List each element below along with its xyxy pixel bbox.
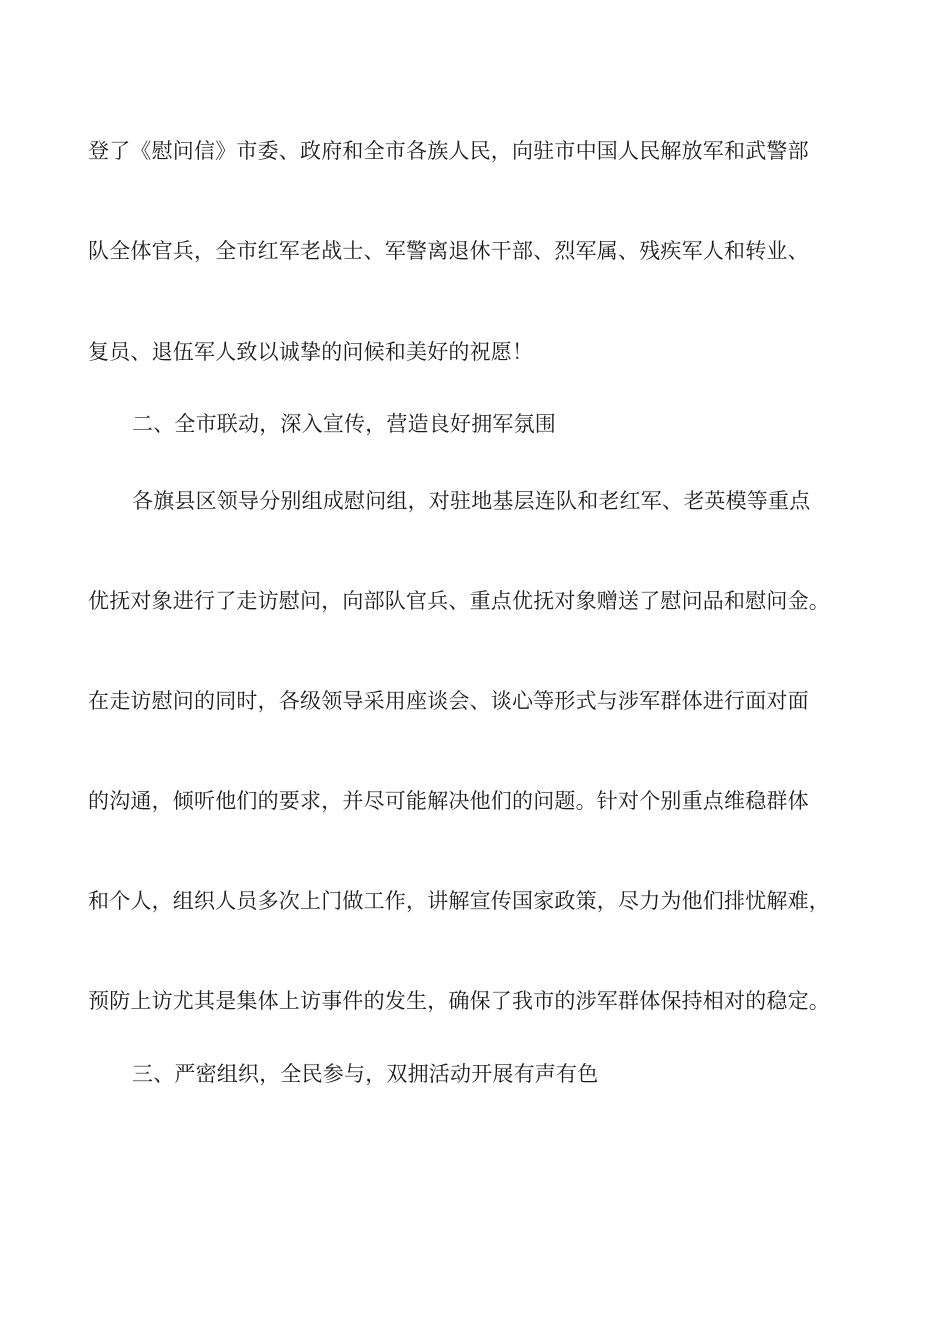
paragraph-line-7: 在走访慰问的同时，各级领导采用座谈会、谈心等形式与涉军群体进行面对面 [88, 689, 809, 713]
section-heading-2: 二、全市联动，深入宣传，营造良好拥军氛围 [132, 412, 556, 436]
section-heading-3: 三、严密组织，全民参与，双拥活动开展有声有色 [132, 1062, 599, 1086]
paragraph-line-9: 和个人，组织人员多次上门做工作，讲解宣传国家政策，尽力为他们排忧解难， [88, 889, 830, 913]
paragraph-line-5: 各旗县区领导分别组成慰问组，对驻地基层连队和老红军、老英模等重点 [132, 489, 811, 513]
paragraph-line-8: 的沟通，倾听他们的要求，并尽可能解决他们的问题。针对个别重点维稳群体 [88, 789, 809, 813]
paragraph-line-2: 队全体官兵，全市红军老战士、军警离退休干部、烈军属、残疾军人和转业、 [88, 239, 809, 263]
paragraph-line-10: 预防上访尤其是集体上访事件的发生，确保了我市的涉军群体保持相对的稳定。 [88, 989, 830, 1013]
paragraph-line-1: 登了《慰问信》市委、政府和全市各族人民，向驻市中国人民解放军和武警部 [88, 139, 809, 163]
paragraph-line-6: 优抚对象进行了走访慰问，向部队官兵、重点优抚对象赠送了慰问品和慰问金。 [88, 589, 830, 613]
paragraph-line-3: 复员、退伍军人致以诚挚的问候和美好的祝愿！ [88, 340, 534, 364]
